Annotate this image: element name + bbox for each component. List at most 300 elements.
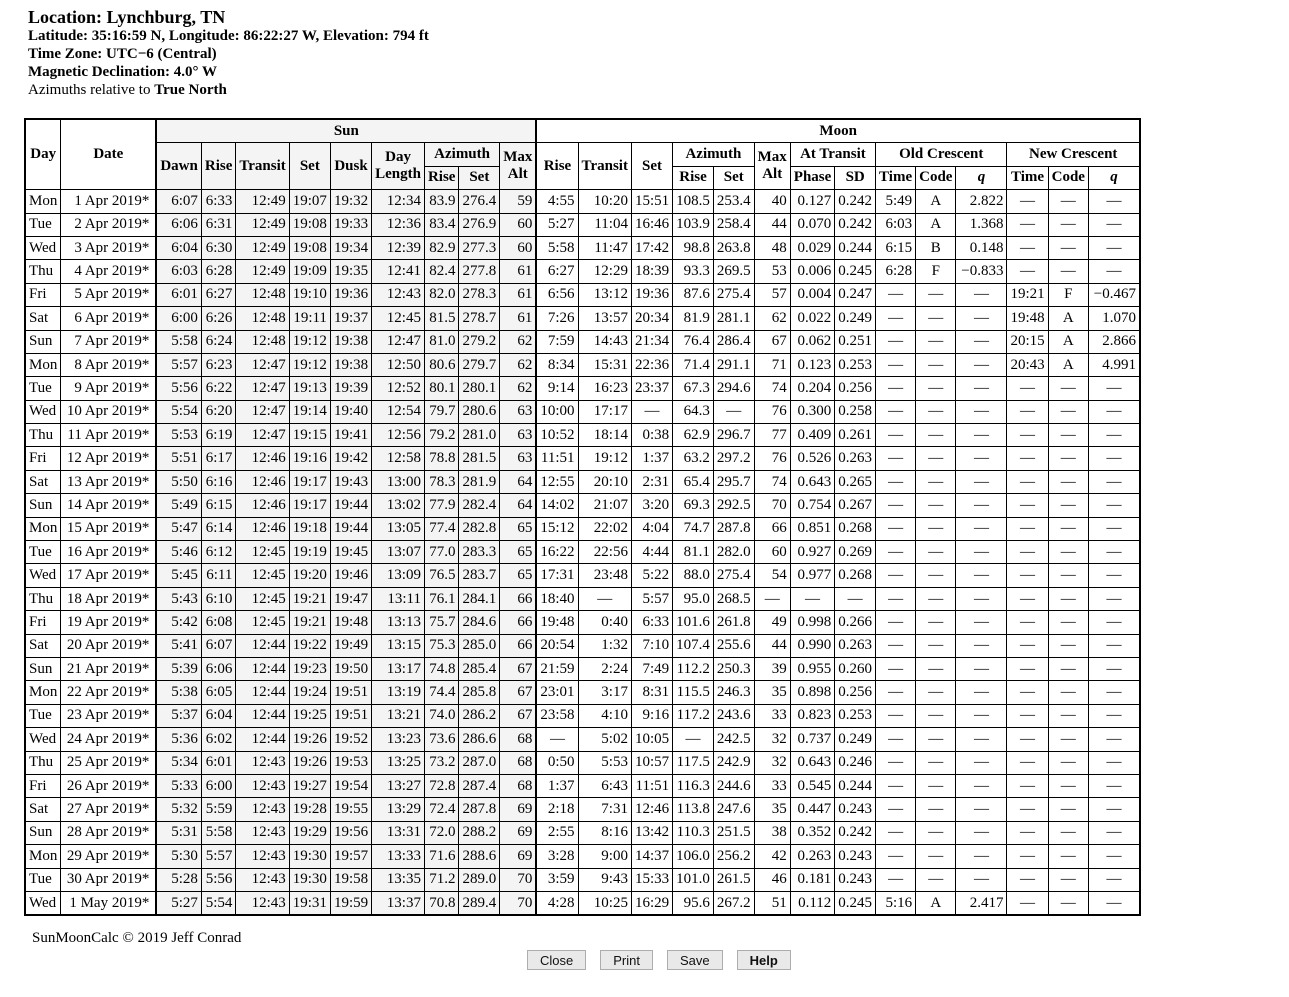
cell-moon-az-set: 258.4 — [713, 213, 754, 236]
cell-moon-max-alt: 48 — [754, 236, 790, 259]
cell-old-q: — — [956, 611, 1007, 634]
cell-moon-transit: 5:02 — [578, 728, 631, 751]
cell-moon-max-alt: 46 — [754, 868, 790, 891]
cell-moon-set: 9:16 — [631, 704, 672, 727]
cell-new-time: — — [1007, 424, 1048, 447]
cell-old-code: — — [916, 353, 956, 376]
cell-moon-rise: 23:58 — [536, 704, 578, 727]
cell-sun-az-set: 286.2 — [459, 704, 500, 727]
cell-date: 10 Apr 2019* — [61, 400, 157, 423]
cell-new-code: — — [1048, 447, 1088, 470]
table-row — [25, 821, 1140, 844]
cell-moon-az-set: 268.5 — [713, 587, 754, 610]
cell-sun-max-alt: 66 — [500, 611, 537, 634]
cell-sun-set: 19:08 — [289, 213, 330, 236]
cell-sun-az-set: 284.6 — [459, 611, 500, 634]
cell-moon-transit: 3:17 — [578, 681, 631, 704]
cell-moon-az-rise: 69.3 — [673, 494, 714, 517]
cell-moon-phase: 0.643 — [790, 751, 835, 774]
cell-sun-set: 19:21 — [289, 611, 330, 634]
cell-moon-max-alt: 49 — [754, 611, 790, 634]
cell-moon-az-rise: 110.3 — [673, 821, 714, 844]
cell-sun-transit: 12:44 — [236, 728, 289, 751]
cell-moon-set: 17:42 — [631, 236, 672, 259]
cell-moon-transit: 6:43 — [578, 774, 631, 797]
cell-moon-az-set: 296.7 — [713, 424, 754, 447]
cell-moon-sd: 0.245 — [835, 891, 876, 915]
table-row — [25, 447, 1140, 470]
cell-moon-transit: 1:32 — [578, 634, 631, 657]
cell-sun-dawn: 5:30 — [156, 845, 201, 868]
cell-sun-az-set: 287.0 — [459, 751, 500, 774]
table-row — [25, 236, 1140, 259]
cell-sun-set: 19:19 — [289, 541, 330, 564]
cell-old-q: — — [956, 821, 1007, 844]
cell-old-code: — — [916, 424, 956, 447]
cell-sun-set: 19:24 — [289, 681, 330, 704]
cell-moon-az-rise: 95.6 — [673, 891, 714, 915]
cell-moon-sd: 0.268 — [835, 564, 876, 587]
cell-sun-rise: 6:00 — [201, 774, 236, 797]
cell-sun-az-rise: 79.7 — [424, 400, 459, 423]
cell-sun-az-set: 276.4 — [459, 190, 500, 213]
cell-sun-day-length: 13:11 — [372, 587, 425, 610]
cell-sun-transit: 12:43 — [236, 751, 289, 774]
cell-moon-set: 22:36 — [631, 353, 672, 376]
cell-new-time: — — [1007, 774, 1048, 797]
cell-moon-sd: 0.256 — [835, 681, 876, 704]
col-sun-dawn: Dawn — [156, 143, 201, 190]
cell-sun-set: 19:28 — [289, 798, 330, 821]
cell-old-code: — — [916, 377, 956, 400]
table-row — [25, 213, 1140, 236]
cell-old-time: — — [876, 400, 916, 423]
cell-old-q: — — [956, 587, 1007, 610]
cell-sun-rise: 6:01 — [201, 751, 236, 774]
cell-sun-transit: 12:44 — [236, 681, 289, 704]
cell-old-time: — — [876, 728, 916, 751]
cell-sun-dawn: 6:00 — [156, 307, 201, 330]
cell-sun-dusk: 19:38 — [330, 330, 371, 353]
cell-sun-rise: 6:20 — [201, 400, 236, 423]
table-row — [25, 798, 1140, 821]
cell-sun-az-rise: 74.8 — [424, 657, 459, 680]
cell-sun-set: 19:07 — [289, 190, 330, 213]
cell-old-time: — — [876, 681, 916, 704]
cell-moon-rise: 11:51 — [536, 447, 578, 470]
cell-sun-day-length: 13:27 — [372, 774, 425, 797]
cell-old-time: — — [876, 634, 916, 657]
col-old-q: q — [956, 166, 1007, 189]
cell-new-time: — — [1007, 447, 1048, 470]
cell-sun-dusk: 19:42 — [330, 447, 371, 470]
cell-new-code: — — [1048, 891, 1088, 915]
cell-sun-dusk: 19:44 — [330, 517, 371, 540]
cell-sun-dawn: 5:46 — [156, 541, 201, 564]
cell-old-q: — — [956, 307, 1007, 330]
cell-moon-transit: 19:12 — [578, 447, 631, 470]
cell-sun-az-set: 285.8 — [459, 681, 500, 704]
col-sun-transit: Transit — [236, 143, 289, 190]
cell-sun-set: 19:27 — [289, 774, 330, 797]
cell-sun-day-length: 12:50 — [372, 353, 425, 376]
cell-moon-sd: 0.263 — [835, 634, 876, 657]
cell-day: Sun — [25, 821, 61, 844]
cell-sun-dusk: 19:36 — [330, 283, 371, 306]
cell-moon-az-rise: 71.4 — [673, 353, 714, 376]
cell-sun-transit: 12:49 — [236, 260, 289, 283]
cell-sun-max-alt: 69 — [500, 845, 537, 868]
cell-moon-phase: 0.006 — [790, 260, 835, 283]
cell-moon-az-set: 263.8 — [713, 236, 754, 259]
cell-sun-dusk: 19:51 — [330, 681, 371, 704]
cell-sun-rise: 6:22 — [201, 377, 236, 400]
cell-sun-rise: 6:24 — [201, 330, 236, 353]
cell-moon-sd: 0.242 — [835, 821, 876, 844]
cell-sun-az-rise: 76.1 — [424, 587, 459, 610]
cell-sun-max-alt: 67 — [500, 704, 537, 727]
cell-new-q: — — [1088, 541, 1140, 564]
cell-moon-transit: 13:57 — [578, 307, 631, 330]
cell-sun-dusk: 19:58 — [330, 868, 371, 891]
cell-moon-sd: 0.256 — [835, 377, 876, 400]
cell-moon-az-set: 291.1 — [713, 353, 754, 376]
cell-moon-rise: 9:14 — [536, 377, 578, 400]
table-row — [25, 704, 1140, 727]
cell-sun-az-set: 280.1 — [459, 377, 500, 400]
cell-sun-rise: 6:16 — [201, 470, 236, 493]
cell-moon-sd: 0.263 — [835, 447, 876, 470]
cell-moon-az-set: 267.2 — [713, 891, 754, 915]
cell-old-code: B — [916, 236, 956, 259]
cell-moon-az-rise: 81.1 — [673, 541, 714, 564]
cell-moon-rise: 5:27 — [536, 213, 578, 236]
cell-moon-set: 4:44 — [631, 541, 672, 564]
cell-moon-set: 14:37 — [631, 845, 672, 868]
cell-new-q: — — [1088, 868, 1140, 891]
cell-sun-rise: 6:26 — [201, 307, 236, 330]
cell-moon-sd: 0.265 — [835, 470, 876, 493]
cell-moon-set: 8:31 — [631, 681, 672, 704]
cell-day: Tue — [25, 704, 61, 727]
cell-day: Sun — [25, 494, 61, 517]
cell-date: 25 Apr 2019* — [61, 751, 157, 774]
cell-sun-transit: 12:43 — [236, 868, 289, 891]
cell-moon-set: 13:42 — [631, 821, 672, 844]
cell-sun-day-length: 13:29 — [372, 798, 425, 821]
cell-sun-az-rise: 75.3 — [424, 634, 459, 657]
cell-moon-set: 1:37 — [631, 447, 672, 470]
cell-sun-dawn: 5:37 — [156, 704, 201, 727]
cell-moon-az-rise: 67.3 — [673, 377, 714, 400]
col-moon-transit: Transit — [578, 143, 631, 190]
cell-moon-transit: 9:43 — [578, 868, 631, 891]
cell-date: 22 Apr 2019* — [61, 681, 157, 704]
cell-sun-max-alt: 62 — [500, 377, 537, 400]
cell-sun-day-length: 12:54 — [372, 400, 425, 423]
cell-sun-dusk: 19:33 — [330, 213, 371, 236]
cell-moon-rise: 6:27 — [536, 260, 578, 283]
cell-old-q: — — [956, 283, 1007, 306]
cell-new-time: — — [1007, 798, 1048, 821]
cell-day: Tue — [25, 541, 61, 564]
cell-moon-phase: 0.022 — [790, 307, 835, 330]
cell-day: Tue — [25, 377, 61, 400]
cell-old-q: — — [956, 798, 1007, 821]
cell-moon-az-rise: — — [673, 728, 714, 751]
cell-sun-set: 19:10 — [289, 283, 330, 306]
cell-moon-az-rise: 115.5 — [673, 681, 714, 704]
cell-sun-az-rise: 72.4 — [424, 798, 459, 821]
cell-old-code: — — [916, 470, 956, 493]
cell-old-q: — — [956, 728, 1007, 751]
cell-sun-az-rise: 76.5 — [424, 564, 459, 587]
col-sun-dusk: Dusk — [330, 143, 371, 190]
cell-old-q: 0.148 — [956, 236, 1007, 259]
cell-old-code: — — [916, 634, 956, 657]
cell-moon-az-set: 275.4 — [713, 283, 754, 306]
cell-moon-az-rise: 63.2 — [673, 447, 714, 470]
cell-new-code: — — [1048, 751, 1088, 774]
cell-day: Sun — [25, 657, 61, 680]
cell-sun-az-rise: 77.0 — [424, 541, 459, 564]
cell-sun-rise: 5:56 — [201, 868, 236, 891]
cell-sun-max-alt: 70 — [500, 891, 537, 915]
cell-moon-transit: 5:53 — [578, 751, 631, 774]
cell-day: Wed — [25, 400, 61, 423]
cell-moon-rise: 17:31 — [536, 564, 578, 587]
cell-new-q: — — [1088, 190, 1140, 213]
col-group-moon: Moon — [536, 119, 1140, 143]
cell-new-q: — — [1088, 681, 1140, 704]
print-button[interactable]: Print — [600, 950, 653, 970]
cell-moon-rise: 14:02 — [536, 494, 578, 517]
button-bar — [527, 950, 805, 970]
cell-sun-dawn: 5:31 — [156, 821, 201, 844]
cell-moon-set: 11:51 — [631, 774, 672, 797]
cell-sun-az-set: 283.3 — [459, 541, 500, 564]
cell-old-q: — — [956, 424, 1007, 447]
cell-sun-dawn: 5:45 — [156, 564, 201, 587]
cell-sun-day-length: 13:09 — [372, 564, 425, 587]
cell-old-q: — — [956, 517, 1007, 540]
cell-sun-max-alt: 68 — [500, 751, 537, 774]
cell-new-time: — — [1007, 377, 1048, 400]
cell-day: Mon — [25, 190, 61, 213]
cell-moon-az-set: 292.5 — [713, 494, 754, 517]
cell-moon-az-set: 253.4 — [713, 190, 754, 213]
cell-old-time: 6:15 — [876, 236, 916, 259]
cell-moon-max-alt: 32 — [754, 751, 790, 774]
cell-moon-sd: 0.243 — [835, 845, 876, 868]
cell-moon-az-rise: 93.3 — [673, 260, 714, 283]
cell-sun-az-rise: 83.4 — [424, 213, 459, 236]
cell-moon-az-set: 243.6 — [713, 704, 754, 727]
cell-sun-transit: 12:43 — [236, 821, 289, 844]
col-moon-at-transit: At Transit — [790, 143, 875, 166]
cell-sun-max-alt: 68 — [500, 728, 537, 751]
cell-sun-day-length: 13:00 — [372, 470, 425, 493]
col-moon-az-rise: Rise — [673, 166, 714, 189]
cell-sun-max-alt: 69 — [500, 798, 537, 821]
cell-new-time: — — [1007, 236, 1048, 259]
cell-moon-rise: 3:28 — [536, 845, 578, 868]
cell-moon-transit: 15:31 — [578, 353, 631, 376]
cell-sun-day-length: 12:58 — [372, 447, 425, 470]
cell-sun-rise: 6:12 — [201, 541, 236, 564]
cell-moon-transit: 14:43 — [578, 330, 631, 353]
cell-moon-rise: 2:18 — [536, 798, 578, 821]
cell-old-time: — — [876, 307, 916, 330]
save-button[interactable]: Save — [667, 950, 723, 970]
cell-sun-az-rise: 81.0 — [424, 330, 459, 353]
cell-day: Thu — [25, 260, 61, 283]
cell-sun-az-rise: 72.8 — [424, 774, 459, 797]
cell-old-q: — — [956, 400, 1007, 423]
cell-old-code: A — [916, 891, 956, 915]
cell-sun-az-rise: 82.4 — [424, 260, 459, 283]
cell-sun-az-set: 281.9 — [459, 470, 500, 493]
col-sun-azimuth: Azimuth — [424, 143, 499, 166]
cell-new-code: — — [1048, 611, 1088, 634]
cell-sun-dusk: 19:45 — [330, 541, 371, 564]
cell-day: Fri — [25, 611, 61, 634]
cell-sun-dawn: 5:49 — [156, 494, 201, 517]
table-row — [25, 587, 1140, 610]
col-moon-az-set: Set — [713, 166, 754, 189]
cell-date: 20 Apr 2019* — [61, 634, 157, 657]
cell-moon-sd: 0.249 — [835, 307, 876, 330]
cell-sun-az-rise: 80.6 — [424, 353, 459, 376]
cell-moon-az-set: 286.4 — [713, 330, 754, 353]
cell-moon-az-rise: 107.4 — [673, 634, 714, 657]
cell-moon-az-rise: 65.4 — [673, 470, 714, 493]
cell-moon-transit: 12:29 — [578, 260, 631, 283]
cell-new-q: — — [1088, 587, 1140, 610]
cell-moon-max-alt: 32 — [754, 728, 790, 751]
cell-sun-day-length: 13:25 — [372, 751, 425, 774]
cell-moon-transit: 18:14 — [578, 424, 631, 447]
cell-sun-set: 19:12 — [289, 330, 330, 353]
cell-moon-phase: 0.737 — [790, 728, 835, 751]
cell-new-code: — — [1048, 728, 1088, 751]
cell-old-code: — — [916, 868, 956, 891]
cell-date: 1 May 2019* — [61, 891, 157, 915]
cell-new-time: 19:21 — [1007, 283, 1048, 306]
cell-sun-az-set: 279.2 — [459, 330, 500, 353]
cell-sun-dusk: 19:43 — [330, 470, 371, 493]
cell-new-code: — — [1048, 377, 1088, 400]
cell-sun-rise: 5:58 — [201, 821, 236, 844]
cell-new-q: — — [1088, 564, 1140, 587]
cell-moon-set: 16:29 — [631, 891, 672, 915]
help-button[interactable]: Help — [737, 950, 791, 970]
cell-moon-max-alt: 44 — [754, 213, 790, 236]
cell-sun-max-alt: 67 — [500, 681, 537, 704]
cell-date: 15 Apr 2019* — [61, 517, 157, 540]
cell-new-time: — — [1007, 517, 1048, 540]
cell-new-code: — — [1048, 681, 1088, 704]
cell-moon-transit: 10:20 — [578, 190, 631, 213]
cell-moon-max-alt: 35 — [754, 681, 790, 704]
cell-old-q: — — [956, 494, 1007, 517]
cell-moon-transit: 13:12 — [578, 283, 631, 306]
cell-sun-day-length: 12:45 — [372, 307, 425, 330]
coordinates: Latitude: 35:16:59 N, Longitude: 86:22:27 W, Elevation: 794 ft — [28, 28, 429, 44]
col-moon-azimuth: Azimuth — [673, 143, 755, 166]
cell-new-q: — — [1088, 798, 1140, 821]
cell-sun-max-alt: 66 — [500, 634, 537, 657]
cell-old-time: — — [876, 868, 916, 891]
close-button[interactable]: Close — [527, 950, 586, 970]
cell-sun-rise: 6:04 — [201, 704, 236, 727]
cell-moon-az-rise: 113.8 — [673, 798, 714, 821]
table-row — [25, 868, 1140, 891]
cell-moon-max-alt: — — [754, 587, 790, 610]
table-row — [25, 541, 1140, 564]
cell-old-q: — — [956, 657, 1007, 680]
cell-old-time: — — [876, 751, 916, 774]
cell-old-code: — — [916, 517, 956, 540]
cell-sun-max-alt: 59 — [500, 190, 537, 213]
cell-moon-transit: 20:10 — [578, 470, 631, 493]
cell-sun-az-set: 283.7 — [459, 564, 500, 587]
cell-sun-set: 19:13 — [289, 377, 330, 400]
cell-moon-az-rise: 62.9 — [673, 424, 714, 447]
cell-sun-dawn: 5:38 — [156, 681, 201, 704]
table-row — [25, 307, 1140, 330]
cell-sun-az-set: 281.0 — [459, 424, 500, 447]
cell-moon-az-rise: 98.8 — [673, 236, 714, 259]
cell-old-q: — — [956, 353, 1007, 376]
location-title: Location: Lynchburg, TN — [28, 7, 226, 27]
cell-sun-rise: 6:15 — [201, 494, 236, 517]
cell-sun-dawn: 5:51 — [156, 447, 201, 470]
cell-moon-phase: 0.263 — [790, 845, 835, 868]
cell-old-time: 5:16 — [876, 891, 916, 915]
cell-old-time: — — [876, 517, 916, 540]
col-sun-day-length: Day Length — [372, 143, 425, 190]
cell-date: 13 Apr 2019* — [61, 470, 157, 493]
cell-sun-max-alt: 62 — [500, 353, 537, 376]
cell-sun-day-length: 13:31 — [372, 821, 425, 844]
cell-moon-rise: 7:26 — [536, 307, 578, 330]
cell-old-q: — — [956, 377, 1007, 400]
cell-moon-sd: 0.258 — [835, 400, 876, 423]
cell-old-q: 1.368 — [956, 213, 1007, 236]
cell-moon-set: 7:49 — [631, 657, 672, 680]
cell-sun-az-rise: 70.8 — [424, 891, 459, 915]
cell-sun-az-set: 289.4 — [459, 891, 500, 915]
cell-moon-rise: 12:55 — [536, 470, 578, 493]
table-row — [25, 611, 1140, 634]
cell-moon-transit: 22:56 — [578, 541, 631, 564]
cell-moon-set: 10:57 — [631, 751, 672, 774]
cell-old-q: −0.833 — [956, 260, 1007, 283]
cell-old-code: A — [916, 190, 956, 213]
cell-moon-set: 7:10 — [631, 634, 672, 657]
cell-date: 4 Apr 2019* — [61, 260, 157, 283]
cell-moon-az-rise: 95.0 — [673, 587, 714, 610]
cell-sun-rise: 5:54 — [201, 891, 236, 915]
cell-moon-set: 15:51 — [631, 190, 672, 213]
cell-date: 27 Apr 2019* — [61, 798, 157, 821]
cell-moon-az-set: 287.8 — [713, 517, 754, 540]
cell-new-code: — — [1048, 657, 1088, 680]
cell-sun-set: 19:15 — [289, 424, 330, 447]
cell-sun-transit: 12:43 — [236, 798, 289, 821]
col-new-code: Code — [1048, 166, 1088, 189]
